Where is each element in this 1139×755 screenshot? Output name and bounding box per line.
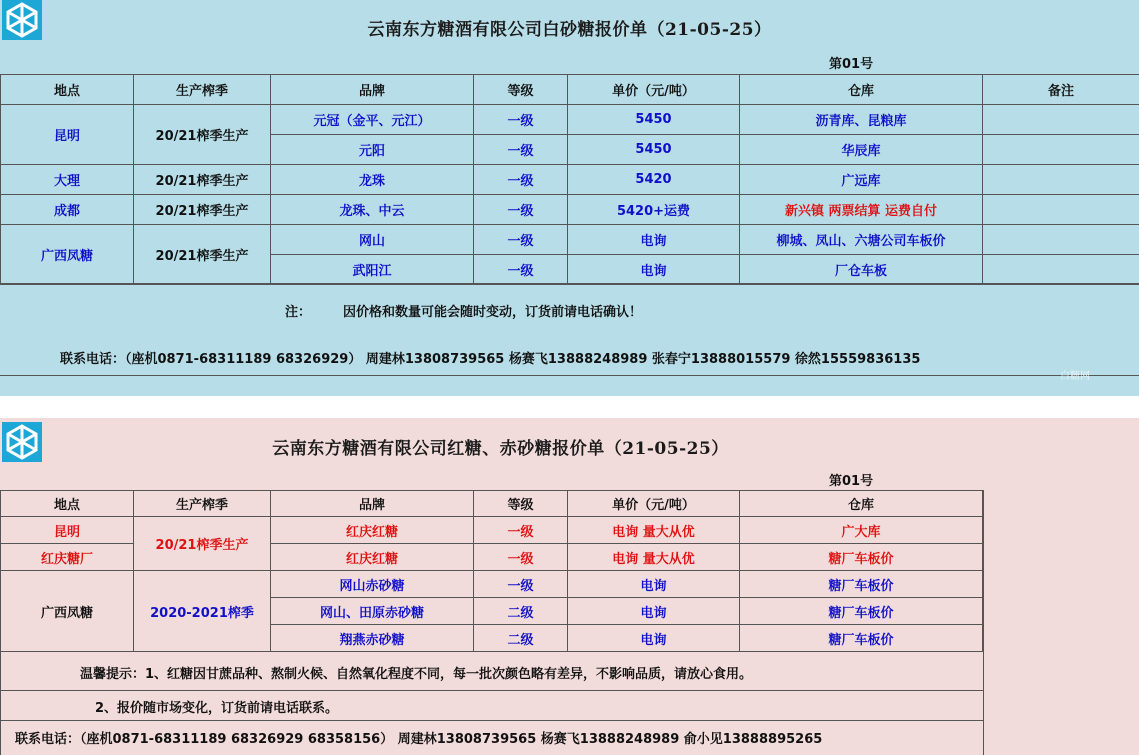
cell-brand: 龙珠、中云 xyxy=(271,195,474,225)
header-price: 单价（元/吨） xyxy=(568,491,740,517)
cell-warehouse: 华辰库 xyxy=(740,135,983,165)
document-number: 第01号 xyxy=(829,57,874,72)
table-row xyxy=(1,105,1139,135)
cell-brand: 武阳江 xyxy=(271,255,474,285)
cell-brand: 网山、田原赤砂糖 xyxy=(271,598,474,625)
cell-warehouse: 糖厂车板价 xyxy=(740,598,983,625)
tip-line-2: 2、报价随市场变化，订货前请电话联系。 xyxy=(95,701,339,716)
cell-price: 5450 xyxy=(568,135,740,165)
cell-grade: 二级 xyxy=(474,598,568,625)
table-row xyxy=(1,517,983,544)
contact-line: 联系电话：（座机0871-68311189 68326929 68358156） 周建林13808739565 杨赛飞13888248989 俞小见13888895265 xyxy=(15,732,823,747)
cell-grade: 一级 xyxy=(474,105,568,135)
table-row xyxy=(1,195,1139,225)
cell-price: 5420+运费 xyxy=(568,195,740,225)
cell-brand: 龙珠 xyxy=(271,165,474,195)
cell-season: 20/21榨季生产 xyxy=(134,225,271,285)
brown-sugar-sheet xyxy=(0,418,1139,755)
cell-warehouse: 沥青库、昆粮库 xyxy=(740,105,983,135)
cell-price: 电询 xyxy=(568,625,740,652)
table-row xyxy=(1,225,1139,255)
cell-place: 昆明 xyxy=(1,105,134,165)
cell-warehouse: 广大库 xyxy=(740,517,983,544)
cell-season: 20/21榨季生产 xyxy=(134,165,271,195)
divider xyxy=(0,490,1,755)
table-row xyxy=(1,165,1139,195)
header-brand: 品牌 xyxy=(271,75,474,105)
cell-price: 电询 量大从优 xyxy=(568,517,740,544)
brown-sugar-price-table xyxy=(0,490,983,652)
cell-brand: 网山赤砂糖 xyxy=(271,571,474,598)
cell-season: 20/21榨季生产 xyxy=(134,517,271,571)
cell-grade: 一级 xyxy=(474,517,568,544)
cell-price: 电询 xyxy=(568,571,740,598)
cell-brand: 网山 xyxy=(271,225,474,255)
sheet-title: 云南东方糖酒有限公司白砂糖报价单（21-05-25） xyxy=(367,20,772,40)
table-header-row xyxy=(1,75,1139,105)
contact-line: 联系电话：（座机0871-68311189 68326929） 周建林13808739565 杨赛飞13888248989 张春宁13888015579 徐然15559836135 xyxy=(60,352,921,367)
table-row xyxy=(1,571,983,598)
cell-price: 5420 xyxy=(568,165,740,195)
cell-note xyxy=(983,105,1139,135)
cell-warehouse: 糖厂车板价 xyxy=(740,571,983,598)
cell-place: 成都 xyxy=(1,195,134,225)
divider xyxy=(0,720,983,721)
cell-note xyxy=(983,135,1139,165)
cell-grade: 一级 xyxy=(474,195,568,225)
cell-warehouse: 糖厂车板价 xyxy=(740,625,983,652)
header-brand: 品牌 xyxy=(271,491,474,517)
cell-price: 电询 xyxy=(568,225,740,255)
cell-season: 2020-2021榨季 xyxy=(134,571,271,652)
cell-note xyxy=(983,255,1139,285)
cell-place: 广西凤糖 xyxy=(1,225,134,285)
cell-grade: 二级 xyxy=(474,625,568,652)
document-number: 第01号 xyxy=(829,474,874,489)
cell-place: 大理 xyxy=(1,165,134,195)
divider xyxy=(983,490,984,755)
header-price: 单价（元/吨） xyxy=(568,75,740,105)
cell-grade: 一级 xyxy=(474,225,568,255)
cell-place: 红庆糖厂 xyxy=(1,544,134,571)
cell-grade: 一级 xyxy=(474,135,568,165)
header-place: 地点 xyxy=(1,75,134,105)
header-grade: 等级 xyxy=(474,75,568,105)
header-season: 生产榨季 xyxy=(134,491,271,517)
cell-warehouse: 新兴镇 两票结算 运费自付 xyxy=(740,195,983,225)
cell-warehouse: 糖厂车板价 xyxy=(740,544,983,571)
header-warehouse: 仓库 xyxy=(740,75,983,105)
cell-warehouse: 柳城、凤山、六塘公司车板价 xyxy=(740,225,983,255)
tip-line-1: 温馨提示：1、红糖因甘蔗品种、熬制火候、自然氧化程度不同，每一批次颜色略有差异，不影响品质，请放心食用。 xyxy=(80,667,753,682)
cell-brand: 红庆红糖 xyxy=(271,544,474,571)
cell-season: 20/21榨季生产 xyxy=(134,105,271,165)
cell-place: 广西凤糖 xyxy=(1,571,134,652)
cell-grade: 一级 xyxy=(474,571,568,598)
cell-brand: 元阳 xyxy=(271,135,474,165)
cell-price: 5450 xyxy=(568,105,740,135)
cell-warehouse: 广远库 xyxy=(740,165,983,195)
header-place: 地点 xyxy=(1,491,134,517)
header-season: 生产榨季 xyxy=(134,75,271,105)
cell-warehouse: 厂仓车板 xyxy=(740,255,983,285)
cell-note xyxy=(983,195,1139,225)
header-note: 备注 xyxy=(983,75,1139,105)
header-warehouse: 仓库 xyxy=(740,491,983,517)
cell-grade: 一级 xyxy=(474,544,568,571)
divider xyxy=(0,283,1139,284)
cell-brand: 红庆红糖 xyxy=(271,517,474,544)
header-grade: 等级 xyxy=(474,491,568,517)
divider xyxy=(0,375,1139,376)
sheet-title: 云南东方糖酒有限公司红糖、赤砂糖报价单（21-05-25） xyxy=(272,439,729,459)
white-sugar-price-table xyxy=(0,74,1139,285)
table-header-row xyxy=(1,491,983,517)
cell-note xyxy=(983,165,1139,195)
cell-brand: 翔燕赤砂糖 xyxy=(271,625,474,652)
divider xyxy=(0,690,983,691)
watermark: 白糖网 xyxy=(1060,371,1090,382)
cell-season: 20/21榨季生产 xyxy=(134,195,271,225)
cell-price: 电询 xyxy=(568,598,740,625)
cell-price: 电询 量大从优 xyxy=(568,544,740,571)
note-label: 注： xyxy=(285,305,312,320)
cell-grade: 一级 xyxy=(474,255,568,285)
note-text: 因价格和数量可能会随时变动，订货前请电话确认！ xyxy=(343,305,643,320)
cell-grade: 一级 xyxy=(474,165,568,195)
cell-price: 电询 xyxy=(568,255,740,285)
cell-note xyxy=(983,225,1139,255)
cell-brand: 元冠（金平、元江） xyxy=(271,105,474,135)
cell-place: 昆明 xyxy=(1,517,134,544)
